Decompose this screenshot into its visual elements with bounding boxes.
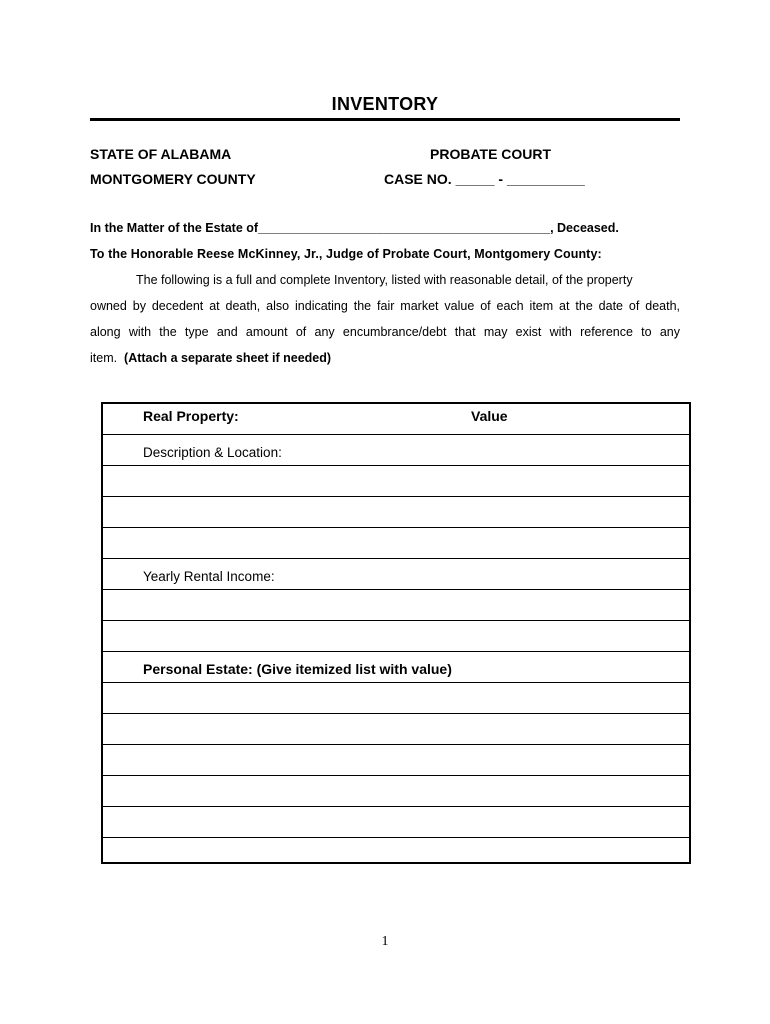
table-row[interactable] (103, 776, 689, 807)
rental-income-label: Yearly Rental Income: (143, 569, 275, 584)
paragraph-last-prefix: item. (90, 351, 118, 365)
table-row[interactable] (103, 714, 689, 745)
description-row[interactable] (103, 435, 689, 466)
table-row[interactable] (103, 466, 689, 497)
table-row[interactable] (103, 838, 689, 860)
personal-estate-label: Personal Estate: (Give itemized list with value) (143, 661, 452, 677)
inventory-table (101, 402, 691, 864)
paragraph-line-2: owned by decedent at death, also indicating the fair market value of each item at the date of death, (90, 299, 680, 313)
value-column-label: Value (471, 408, 508, 424)
attach-sheet-note: (Attach a separate sheet if needed) (124, 351, 332, 365)
page-title: INVENTORY (331, 94, 439, 114)
estate-name-blank[interactable]: __________________________________________ (258, 221, 551, 235)
county-label: MONTGOMERY COUNTY (90, 171, 256, 187)
table-row[interactable] (103, 528, 689, 559)
table-row[interactable] (103, 497, 689, 528)
table-row[interactable] (103, 683, 689, 714)
paragraph-line-3: along with the type and amount of any encumbrance/debt that may exist with reference to any (90, 325, 680, 339)
estate-suffix: , Deceased. (550, 221, 619, 235)
real-property-label: Real Property: (143, 408, 239, 424)
estate-line (90, 221, 680, 235)
addressee-line: To the Honorable Reese McKinney, Jr., Judge of Probate Court, Montgomery County: (90, 247, 602, 261)
page-number: 1 (381, 934, 389, 949)
estate-line-text (90, 221, 619, 235)
table-row[interactable] (103, 621, 689, 652)
real-property-header-row (103, 404, 689, 435)
personal-estate-header-row (103, 652, 689, 683)
court-label: PROBATE COURT (430, 146, 552, 162)
case-number-field[interactable]: CASE NO. _____ - __________ (384, 171, 585, 187)
table-row[interactable] (103, 590, 689, 621)
table-row[interactable] (103, 745, 689, 776)
paragraph-line-1: The following is a full and complete Inventory, listed with reasonable detail, of the property (136, 273, 633, 287)
rental-income-row[interactable] (103, 559, 689, 590)
state-label: STATE OF ALABAMA (90, 146, 232, 162)
description-label: Description & Location: (143, 445, 282, 460)
title-underline (90, 118, 680, 121)
table-row[interactable] (103, 807, 689, 838)
paragraph-line-4 (90, 351, 680, 365)
estate-prefix: In the Matter of the Estate of (90, 221, 259, 235)
